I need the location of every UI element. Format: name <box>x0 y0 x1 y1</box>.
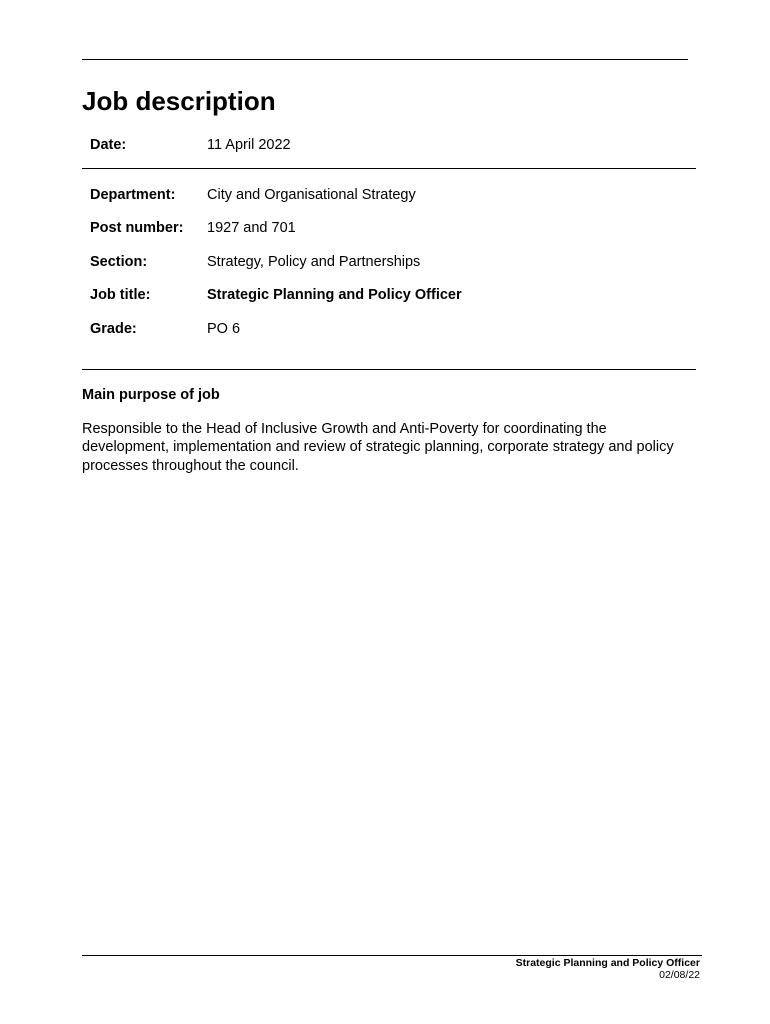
main-purpose-text: Responsible to the Head of Inclusive Growth and Anti-Poverty for coordinating the development, implementation and review of strategic planning, corporate strategy and policy processes throughout the council. <box>82 421 674 474</box>
footer-divider <box>82 955 702 956</box>
job-title-value: Strategic Planning and Policy Officer <box>207 287 462 303</box>
grade-label: Grade: <box>90 321 137 337</box>
date-label: Date: <box>90 137 127 153</box>
main-purpose-heading: Main purpose of job <box>82 387 220 403</box>
details-top-divider <box>82 168 696 169</box>
footer-date: 02/08/22 <box>659 969 700 981</box>
details-bottom-divider <box>82 369 696 370</box>
post-number-label: Post number: <box>90 220 184 236</box>
department-label: Department: <box>90 187 176 203</box>
top-divider <box>82 59 688 60</box>
section-value: Strategy, Policy and Partnerships <box>207 254 421 270</box>
page-footer <box>516 957 700 981</box>
department-value: City and Organisational Strategy <box>207 187 416 203</box>
date-value: 11 April 2022 <box>207 137 291 153</box>
section-label: Section: <box>90 254 148 270</box>
grade-value: PO 6 <box>207 321 241 337</box>
footer-title: Strategic Planning and Policy Officer <box>515 957 700 969</box>
job-title-label: Job title: <box>90 287 151 303</box>
post-number-value: 1927 and 701 <box>207 220 296 236</box>
page-title: Job description <box>82 86 276 116</box>
